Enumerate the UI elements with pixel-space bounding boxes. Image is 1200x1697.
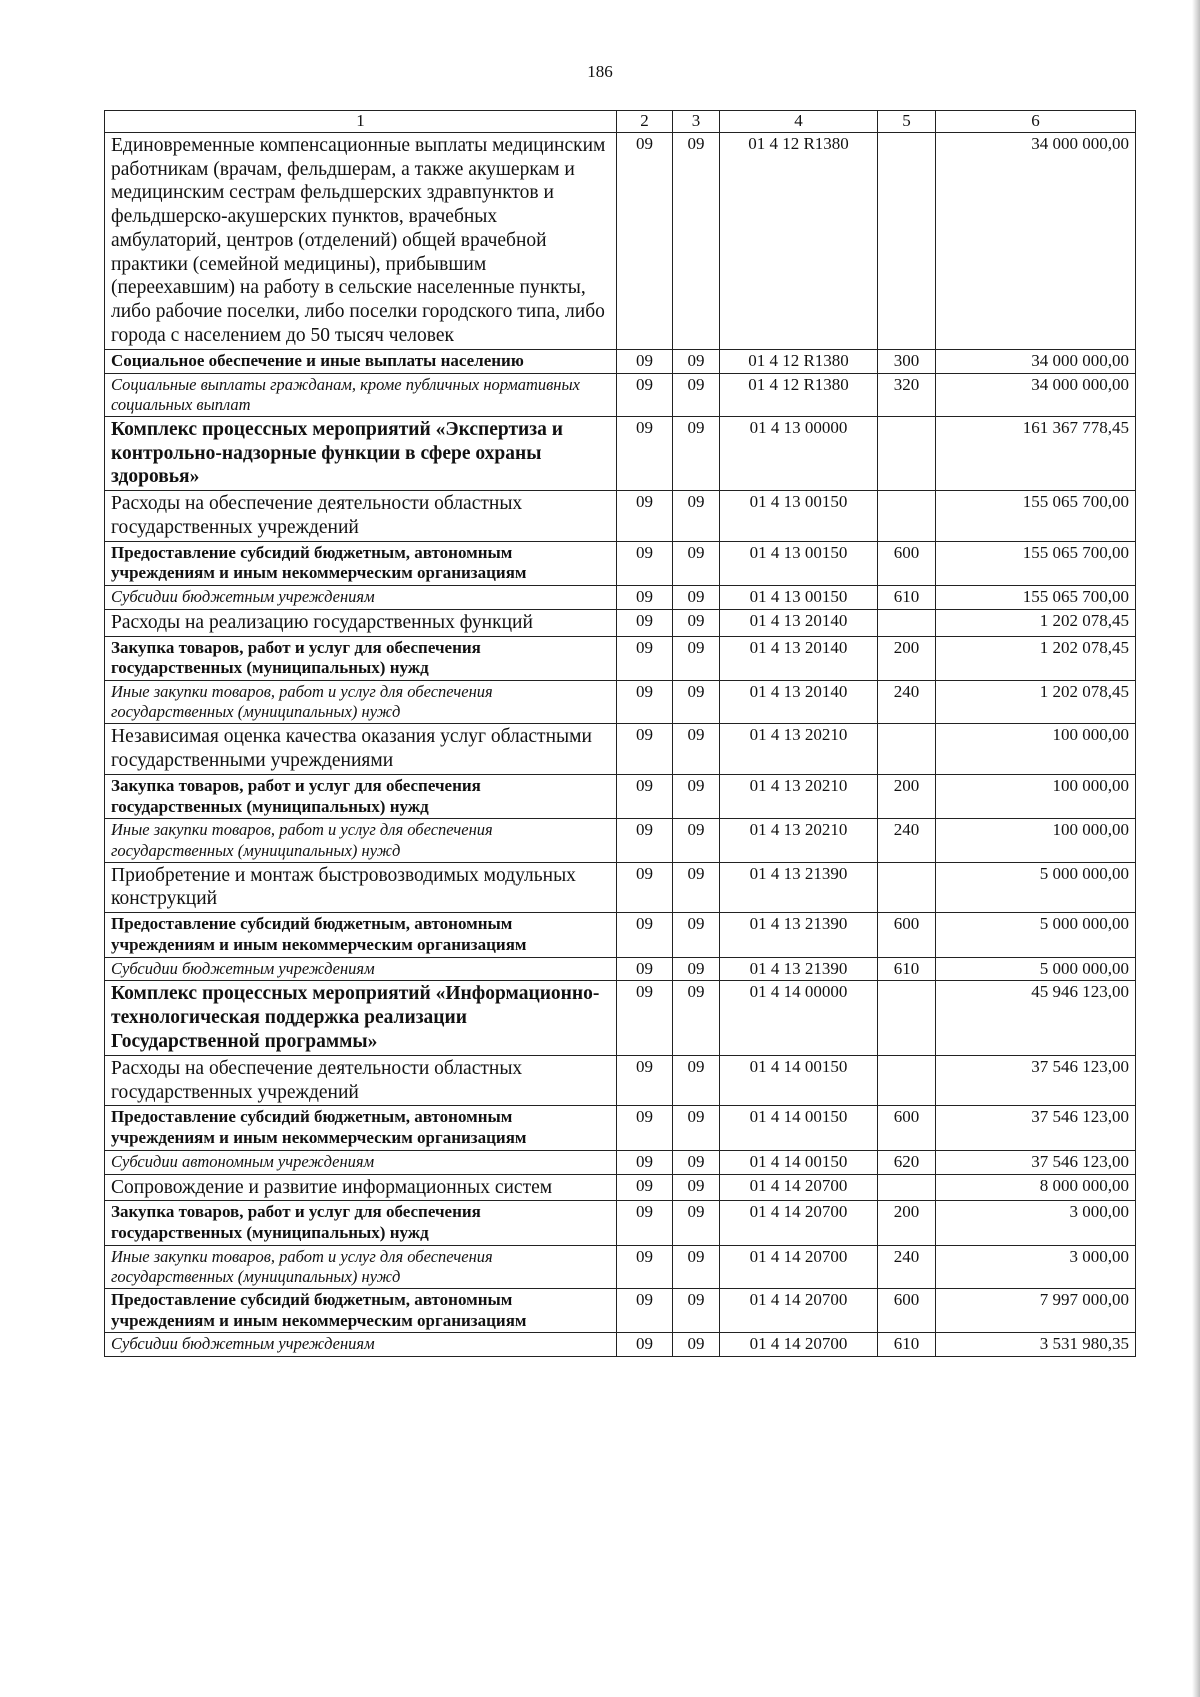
row-name-cell: Социальные выплаты гражданам, кроме публичных нормативных социальных выплат: [105, 373, 617, 416]
subsection-code-cell: 09: [673, 609, 720, 636]
amount-cell: 1 202 078,45: [936, 609, 1136, 636]
amount-cell: 45 946 123,00: [936, 981, 1136, 1055]
expense-type-cell: [878, 1174, 936, 1201]
column-header: 5: [878, 111, 936, 133]
amount-cell: 34 000 000,00: [936, 132, 1136, 349]
table-row: [105, 724, 1136, 775]
expense-type-cell: 240: [878, 1245, 936, 1288]
section-code-cell: 09: [617, 1289, 673, 1333]
target-article-cell: 01 4 14 00150: [720, 1150, 878, 1174]
subsection-code-cell: 09: [673, 724, 720, 775]
table-row: [105, 416, 1136, 490]
target-article-cell: 01 4 13 20140: [720, 681, 878, 724]
row-name-cell: Единовременные компенсационные выплаты медицинским работникам (врачам, фельдшерам, а также акушеркам и медицинским сестрам фельдшерских здравпунктов и фельдшерско-акушерских пунктов, врачебных амбулаторий, центров (отделений) общей врачебной практики (семейной медицины), прибывшим (переехавшим) на работу в сельские населенные пункты, либо рабочие поселки, либо поселки городского типа, либо города с населением до 50 тысяч человек: [105, 132, 617, 349]
subsection-code-cell: 09: [673, 819, 720, 862]
subsection-code-cell: 09: [673, 913, 720, 957]
row-name-cell: Предоставление субсидий бюджетным, автономным учреждениям и иным некоммерческим организациям: [105, 913, 617, 957]
target-article-cell: 01 4 14 00150: [720, 1106, 878, 1150]
section-code-cell: 09: [617, 1201, 673, 1245]
row-name-cell: Предоставление субсидий бюджетным, автономным учреждениям и иным некоммерческим организациям: [105, 1106, 617, 1150]
amount-cell: 34 000 000,00: [936, 349, 1136, 373]
table-row: [105, 491, 1136, 542]
amount-cell: 100 000,00: [936, 774, 1136, 818]
target-article-cell: 01 4 14 20700: [720, 1245, 878, 1288]
target-article-cell: 01 4 13 00150: [720, 491, 878, 542]
expense-type-cell: 200: [878, 1201, 936, 1245]
expense-type-cell: 240: [878, 681, 936, 724]
target-article-cell: 01 4 14 20700: [720, 1201, 878, 1245]
expense-type-cell: 240: [878, 819, 936, 862]
row-name-cell: Субсидии бюджетным учреждениям: [105, 586, 617, 610]
target-article-cell: 01 4 12 R1380: [720, 349, 878, 373]
subsection-code-cell: 09: [673, 636, 720, 680]
expense-type-cell: 600: [878, 1289, 936, 1333]
target-article-cell: 01 4 14 20700: [720, 1333, 878, 1357]
subsection-code-cell: 09: [673, 349, 720, 373]
row-name-cell: Субсидии автономным учреждениям: [105, 1150, 617, 1174]
row-name-cell: Расходы на обеспечение деятельности областных государственных учреждений: [105, 491, 617, 542]
subsection-code-cell: 09: [673, 1333, 720, 1357]
table-row: [105, 774, 1136, 818]
section-code-cell: 09: [617, 416, 673, 490]
amount-cell: 155 065 700,00: [936, 491, 1136, 542]
amount-cell: 7 997 000,00: [936, 1289, 1136, 1333]
section-code-cell: 09: [617, 1333, 673, 1357]
amount-cell: 3 531 980,35: [936, 1333, 1136, 1357]
column-header: 6: [936, 111, 1136, 133]
section-code-cell: 09: [617, 491, 673, 542]
section-code-cell: 09: [617, 913, 673, 957]
subsection-code-cell: 09: [673, 416, 720, 490]
section-code-cell: 09: [617, 373, 673, 416]
amount-cell: 3 000,00: [936, 1201, 1136, 1245]
table-row: [105, 862, 1136, 913]
expense-type-cell: [878, 609, 936, 636]
target-article-cell: 01 4 13 20210: [720, 774, 878, 818]
column-header: 2: [617, 111, 673, 133]
amount-cell: 155 065 700,00: [936, 586, 1136, 610]
row-name-cell: Иные закупки товаров, работ и услуг для обеспечения государственных (муниципальных) нужд: [105, 681, 617, 724]
row-name-cell: Закупка товаров, работ и услуг для обеспечения государственных (муниципальных) нужд: [105, 774, 617, 818]
subsection-code-cell: 09: [673, 586, 720, 610]
row-name-cell: Закупка товаров, работ и услуг для обеспечения государственных (муниципальных) нужд: [105, 636, 617, 680]
amount-cell: 34 000 000,00: [936, 373, 1136, 416]
section-code-cell: 09: [617, 1150, 673, 1174]
amount-cell: 5 000 000,00: [936, 957, 1136, 981]
target-article-cell: 01 4 14 00150: [720, 1055, 878, 1106]
amount-cell: 1 202 078,45: [936, 681, 1136, 724]
expense-type-cell: 200: [878, 774, 936, 818]
target-article-cell: 01 4 13 20210: [720, 819, 878, 862]
amount-cell: 37 546 123,00: [936, 1055, 1136, 1106]
section-code-cell: 09: [617, 981, 673, 1055]
section-code-cell: 09: [617, 1174, 673, 1201]
target-article-cell: 01 4 13 21390: [720, 957, 878, 981]
subsection-code-cell: 09: [673, 1245, 720, 1288]
target-article-cell: 01 4 13 20140: [720, 636, 878, 680]
subsection-code-cell: 09: [673, 1201, 720, 1245]
amount-cell: 5 000 000,00: [936, 862, 1136, 913]
amount-cell: 3 000,00: [936, 1245, 1136, 1288]
amount-cell: 37 546 123,00: [936, 1106, 1136, 1150]
section-code-cell: 09: [617, 609, 673, 636]
table-row: [105, 957, 1136, 981]
amount-cell: 161 367 778,45: [936, 416, 1136, 490]
section-code-cell: 09: [617, 957, 673, 981]
subsection-code-cell: 09: [673, 1289, 720, 1333]
section-code-cell: 09: [617, 349, 673, 373]
expense-type-cell: [878, 981, 936, 1055]
amount-cell: 100 000,00: [936, 724, 1136, 775]
section-code-cell: 09: [617, 819, 673, 862]
target-article-cell: 01 4 12 R1380: [720, 373, 878, 416]
row-name-cell: Субсидии бюджетным учреждениям: [105, 957, 617, 981]
amount-cell: 5 000 000,00: [936, 913, 1136, 957]
subsection-code-cell: 09: [673, 1106, 720, 1150]
expense-type-cell: 610: [878, 586, 936, 610]
table-row: [105, 1174, 1136, 1201]
table-row: [105, 636, 1136, 680]
target-article-cell: 01 4 13 21390: [720, 913, 878, 957]
table-row: [105, 981, 1136, 1055]
row-name-cell: Приобретение и монтаж быстровозводимых модульных конструкций: [105, 862, 617, 913]
expense-type-cell: 600: [878, 1106, 936, 1150]
section-code-cell: 09: [617, 774, 673, 818]
row-name-cell: Социальное обеспечение и иные выплаты населению: [105, 349, 617, 373]
table-row: [105, 1055, 1136, 1106]
subsection-code-cell: 09: [673, 491, 720, 542]
table-row: [105, 913, 1136, 957]
subsection-code-cell: 09: [673, 1055, 720, 1106]
row-name-cell: Закупка товаров, работ и услуг для обеспечения государственных (муниципальных) нужд: [105, 1201, 617, 1245]
target-article-cell: 01 4 13 00150: [720, 541, 878, 585]
expense-type-cell: 300: [878, 349, 936, 373]
section-code-cell: 09: [617, 862, 673, 913]
expense-type-cell: 610: [878, 1333, 936, 1357]
table-row: [105, 1289, 1136, 1333]
table-row: [105, 349, 1136, 373]
target-article-cell: 01 4 14 20700: [720, 1289, 878, 1333]
row-name-cell: Расходы на реализацию государственных функций: [105, 609, 617, 636]
section-code-cell: 09: [617, 724, 673, 775]
row-name-cell: Иные закупки товаров, работ и услуг для обеспечения государственных (муниципальных) нужд: [105, 819, 617, 862]
row-name-cell: Независимая оценка качества оказания услуг областными государственными учреждениями: [105, 724, 617, 775]
expense-type-cell: 320: [878, 373, 936, 416]
subsection-code-cell: 09: [673, 1150, 720, 1174]
expense-type-cell: 600: [878, 541, 936, 585]
row-name-cell: Комплекс процессных мероприятий «Информационно-технологическая поддержка реализации Государственной программы»: [105, 981, 617, 1055]
table-row: [105, 1333, 1136, 1357]
row-name-cell: Субсидии бюджетным учреждениям: [105, 1333, 617, 1357]
subsection-code-cell: 09: [673, 541, 720, 585]
section-code-cell: 09: [617, 132, 673, 349]
table-row: [105, 1201, 1136, 1245]
section-code-cell: 09: [617, 1245, 673, 1288]
target-article-cell: 01 4 13 20210: [720, 724, 878, 775]
table-row: [105, 1106, 1136, 1150]
scan-edge-shadow: [1192, 0, 1200, 1697]
section-code-cell: 09: [617, 586, 673, 610]
row-name-cell: Комплекс процессных мероприятий «Экспертиза и контрольно-надзорные функции в сфере охраны здоровья»: [105, 416, 617, 490]
expense-type-cell: [878, 1055, 936, 1106]
table-body: [105, 132, 1136, 1356]
expense-type-cell: 600: [878, 913, 936, 957]
expense-type-cell: 200: [878, 636, 936, 680]
expense-type-cell: 620: [878, 1150, 936, 1174]
table-row: [105, 1150, 1136, 1174]
row-name-cell: Сопровождение и развитие информационных систем: [105, 1174, 617, 1201]
amount-cell: 100 000,00: [936, 819, 1136, 862]
section-code-cell: 09: [617, 541, 673, 585]
subsection-code-cell: 09: [673, 373, 720, 416]
table-row: [105, 819, 1136, 862]
subsection-code-cell: 09: [673, 862, 720, 913]
table-row: [105, 541, 1136, 585]
expense-type-cell: [878, 132, 936, 349]
target-article-cell: 01 4 13 00150: [720, 586, 878, 610]
table-row: [105, 132, 1136, 349]
subsection-code-cell: 09: [673, 1174, 720, 1201]
section-code-cell: 09: [617, 681, 673, 724]
column-header: 4: [720, 111, 878, 133]
subsection-code-cell: 09: [673, 774, 720, 818]
amount-cell: 37 546 123,00: [936, 1150, 1136, 1174]
amount-cell: 155 065 700,00: [936, 541, 1136, 585]
target-article-cell: 01 4 14 20700: [720, 1174, 878, 1201]
subsection-code-cell: 09: [673, 957, 720, 981]
table-row: [105, 1245, 1136, 1288]
amount-cell: 8 000 000,00: [936, 1174, 1136, 1201]
expense-type-cell: [878, 724, 936, 775]
row-name-cell: Расходы на обеспечение деятельности областных государственных учреждений: [105, 1055, 617, 1106]
table-row: [105, 586, 1136, 610]
row-name-cell: Иные закупки товаров, работ и услуг для обеспечения государственных (муниципальных) нужд: [105, 1245, 617, 1288]
section-code-cell: 09: [617, 1055, 673, 1106]
expense-type-cell: [878, 491, 936, 542]
amount-cell: 1 202 078,45: [936, 636, 1136, 680]
subsection-code-cell: 09: [673, 132, 720, 349]
target-article-cell: 01 4 13 21390: [720, 862, 878, 913]
target-article-cell: 01 4 13 00000: [720, 416, 878, 490]
table-row: [105, 681, 1136, 724]
page-number: 186: [587, 62, 613, 81]
table-row: [105, 373, 1136, 416]
expense-type-cell: [878, 862, 936, 913]
section-code-cell: 09: [617, 1106, 673, 1150]
row-name-cell: Предоставление субсидий бюджетным, автономным учреждениям и иным некоммерческим организациям: [105, 541, 617, 585]
target-article-cell: 01 4 14 00000: [720, 981, 878, 1055]
expense-type-cell: [878, 416, 936, 490]
target-article-cell: 01 4 13 20140: [720, 609, 878, 636]
budget-table: [104, 110, 1136, 1357]
column-header: 1: [105, 111, 617, 133]
row-name-cell: Предоставление субсидий бюджетным, автономным учреждениям и иным некоммерческим организациям: [105, 1289, 617, 1333]
target-article-cell: 01 4 12 R1380: [720, 132, 878, 349]
table-row: [105, 609, 1136, 636]
expense-type-cell: 610: [878, 957, 936, 981]
table-header-row: [105, 111, 1136, 133]
subsection-code-cell: 09: [673, 681, 720, 724]
column-header: 3: [673, 111, 720, 133]
subsection-code-cell: 09: [673, 981, 720, 1055]
section-code-cell: 09: [617, 636, 673, 680]
